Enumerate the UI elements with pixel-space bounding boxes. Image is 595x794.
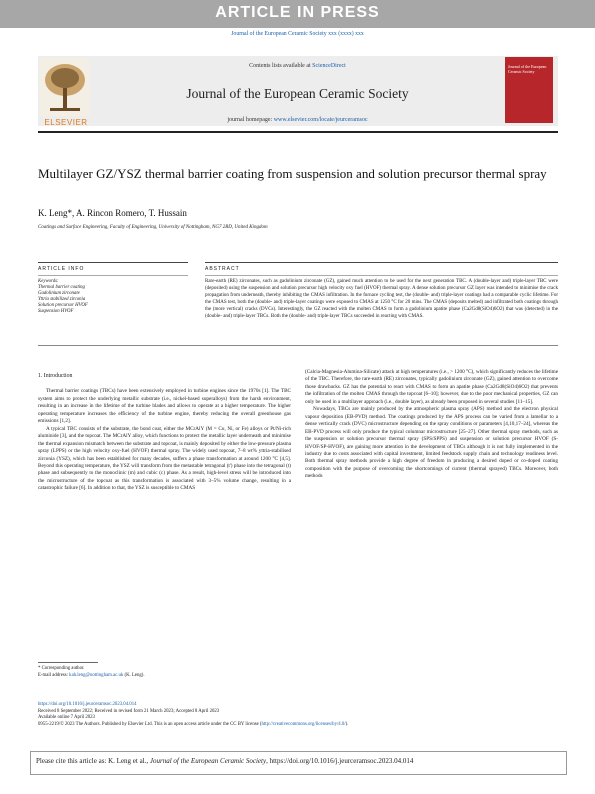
body-paragraph: Thermal barrier coatings (TBCs) have been extensively employed in turbine engines since the 1970s [1]. The TBC system aims to protect the underlying metallic substrate (i.e., nickel-based superalloys) from the harsh environment, resulting in an increase in the lifetime of the turbine blades and allows to operate at a higher temperature. The higher operating temperature increases the efficiency of the turbine engine, thereby reducing the overall greenhouse gas emissions [1,2]. bbox=[38, 388, 291, 425]
author-affiliation: Coatings and Surface Engineering, Faculty of Engineering, University of Nottingham, NG7 2RD, United Kingdom bbox=[38, 225, 268, 230]
keyword-item: Yttria stabilized zirconia bbox=[38, 297, 86, 302]
license-prefix: 0955-2219/© 2023 The Authors. Published by Elsevier Ltd. This is an open access article under the CC BY license ( bbox=[38, 721, 262, 727]
email-label: E-mail address: bbox=[38, 672, 70, 678]
body-divider bbox=[38, 345, 558, 346]
available-online: Available online 7 April 2023 bbox=[38, 715, 95, 720]
license-line bbox=[38, 722, 558, 729]
license-link[interactable]: http://creativecommons.org/licenses/by/4.0/ bbox=[261, 721, 346, 727]
body-paragraph: A typical TBC consists of the substrate, the bond coat, either the MCrAlY (M = Co, Ni, or Fe) alloys or Pt/Ni-rich aluminide [3], and the topcoat. The MCrAlY alloy, which functions to protect the metallic layer underneath and minimise the thermal expansion mismatch between the substrate and topcoat, is mainly deposited by either the low-pressure plasma spray (LPPS) or the high velocity oxy-fuel (HVOF) thermal spray. The widely used topcoat, 7–8 wt% yttria-stabilised zirconia (YSZ), which has been established for many decades, suffers a phase transformation at around 1200 °C [4,5]. Beyond this operating temperature, the YSZ will transform from the metastable tetragonal (t') phase into the tetragonal (t) phase and subsequently to the monoclinic (m) and cubic (c) phase. As a result, high-level stress will be introduced into the microstructure of the topcoat as this transformation is associated with 3–5% volume change, resulting in a catastrophic failure [6]. In addition to that, the YSZ is susceptible to CMAS bbox=[38, 425, 291, 492]
sciencedirect-link[interactable]: ScienceDirect bbox=[312, 63, 346, 69]
body-paragraph: Nowadays, TBCs are mainly produced by the atmospheric plasma spray (APS) method and the electron physical vapour deposition (EB-PVD) method. The coatings produced by the APS process can be varied from a lamellar to a dense vertically crack (DVC) microstructure depending on the spray conditions or parameters [4,10,17–24], whereas the EB-PVD process will only produce the typical columnar microstructure [25–27]. Other thermal spray methods, such as the suspension or solution precursor thermal spray (SPS/SPPS) and suspension or solution precursor HVOF (S-HVOF/SP-HVOF), are gaining more attention in the development of TBCs although it is not fully implemented in the industry due to costs associated with capital investment, limited feedstock supply chain and technology readiness level. Both thermal spray methods provide a high degree of freedom in producing a desired doped or co-doped coating composition with the purpose of overcoming the shortcomings of current (thermal sprayed) TBCs. Moreover, both methods bbox=[305, 406, 558, 480]
left-column bbox=[38, 373, 291, 493]
header-divider bbox=[38, 131, 558, 133]
citation-doi[interactable]: , https://doi.org/10.1016/j.jeurceramsoc.2023.04.014 bbox=[266, 757, 414, 765]
article-info-heading: ARTICLE INFO bbox=[38, 266, 85, 272]
right-column bbox=[305, 369, 558, 481]
email-line bbox=[38, 673, 298, 680]
license-suffix: ). bbox=[345, 721, 349, 727]
article-title: Multilayer GZ/YSZ thermal barrier coating from suspension and solution precursor thermal spray bbox=[38, 166, 547, 181]
email-suffix: (K. Leng). bbox=[123, 672, 145, 678]
citation-text bbox=[36, 757, 561, 765]
abstract-subrule bbox=[205, 275, 558, 276]
keyword-item: Gadolinium zirconate bbox=[38, 291, 80, 296]
footnote-rule bbox=[38, 662, 98, 663]
keyword-item: Suspension HVOF bbox=[38, 309, 74, 314]
abstract-heading: ABSTRACT bbox=[205, 266, 240, 272]
corresponding-author-note: * Corresponding author. bbox=[38, 666, 85, 671]
author-list: K. Leng*, A. Rincon Romero, T. Hussain bbox=[38, 208, 187, 218]
keywords-label: Keywords: bbox=[38, 279, 59, 284]
banner-text: ARTICLE IN PRESS bbox=[215, 4, 380, 21]
article-info-rule bbox=[38, 262, 188, 263]
keywords-block bbox=[38, 279, 188, 315]
abstract-rule bbox=[205, 262, 558, 263]
email-link[interactable]: kah.leng@nottingham.ac.uk bbox=[69, 672, 124, 678]
citation-journal: Journal of the European Ceramic Society bbox=[149, 757, 267, 765]
keyword-item: Thermal barrier coating bbox=[38, 285, 85, 290]
journal-cover-title: Journal of the European Ceramic Society bbox=[508, 64, 547, 74]
contents-prefix: Contents lists available at bbox=[249, 63, 313, 69]
doi-link[interactable]: https://doi.org/10.1016/j.jeurceramsoc.2023.04.014 bbox=[38, 702, 137, 707]
abstract-text: Rare-earth (RE) zirconates, such as gadolinium zirconate (GZ), gained much attention to be used for the next generation TBC. A (double-layer and) triple-layer TBC were (deposited) using the suspension and solution precursor high velocity oxy fuel (HVOF) thermal spray. A dense solution precursor GZ layer was intended to minimise the crack propagation from underneath, thereby inhibiting the CMAS infiltration. In the furnace cycling test, the (double- and) triple-layer coatings had a comparable cyclic lifetime. For the CMAS test, both the (double- and) triple-layer coatings were exposed to CMAS at 1250 °C for 20 mins. The CMAS (deposits melted) and infiltrated both coatings through the (more vertical) cracks (DVCs). Interestingly, the GZ reacted with the molten CMAS to form a gadolinium apatite phase (Ca2Gd8(SiO4)6O2) that was (detected) in the (double- and) triple-layer TBCs. Both the (double- and) triple-layer TBCs succeeded in reacting with CMAS. bbox=[205, 279, 558, 319]
footnote bbox=[38, 666, 298, 679]
homepage-prefix: journal homepage: bbox=[227, 117, 274, 123]
citation-prefix: Please cite this article as: K. Leng et al., bbox=[36, 757, 150, 765]
body-paragraph: (Calcia-Magnesia-Alumina-Silicate) attack at high temperatures (i.e., > 1200 °C), which significantly reduces the lifetime of the TBC. Therefore, the rare-earth (RE) zirconates, typically gadolinium zirconate (GZ), gained attention to overcome those drawbacks. GZ has the potential to react with CMAS to form an apatite phase (Ca2Gd8(SiO4)6O2) that prevents the infiltration of the molten CMAS through the topcoat [6–10]; however, due to the poor mechanical properties, GZ can only be used in a multilayer approach (i.e., double layer), as already been proposed in several studies [11–15]. bbox=[305, 369, 558, 405]
article-info-subrule bbox=[38, 275, 188, 276]
publisher-name: ELSEVIER bbox=[44, 118, 88, 127]
article-history bbox=[38, 702, 558, 728]
homepage-link[interactable]: www.elsevier.com/locate/jeurceramsoc bbox=[273, 117, 368, 123]
received-dates: Received 8 September 2022; Received in revised form 21 March 2023; Accepted 8 April 2023 bbox=[38, 708, 220, 714]
keyword-item: Solution precursor HVOF bbox=[38, 303, 88, 308]
section-heading: 1. Introduction bbox=[38, 373, 73, 379]
journal-title: Journal of the European Ceramic Society bbox=[186, 86, 409, 101]
journal-running-header[interactable]: Journal of the European Ceramic Society xxx (xxxx) xxx bbox=[231, 31, 364, 37]
